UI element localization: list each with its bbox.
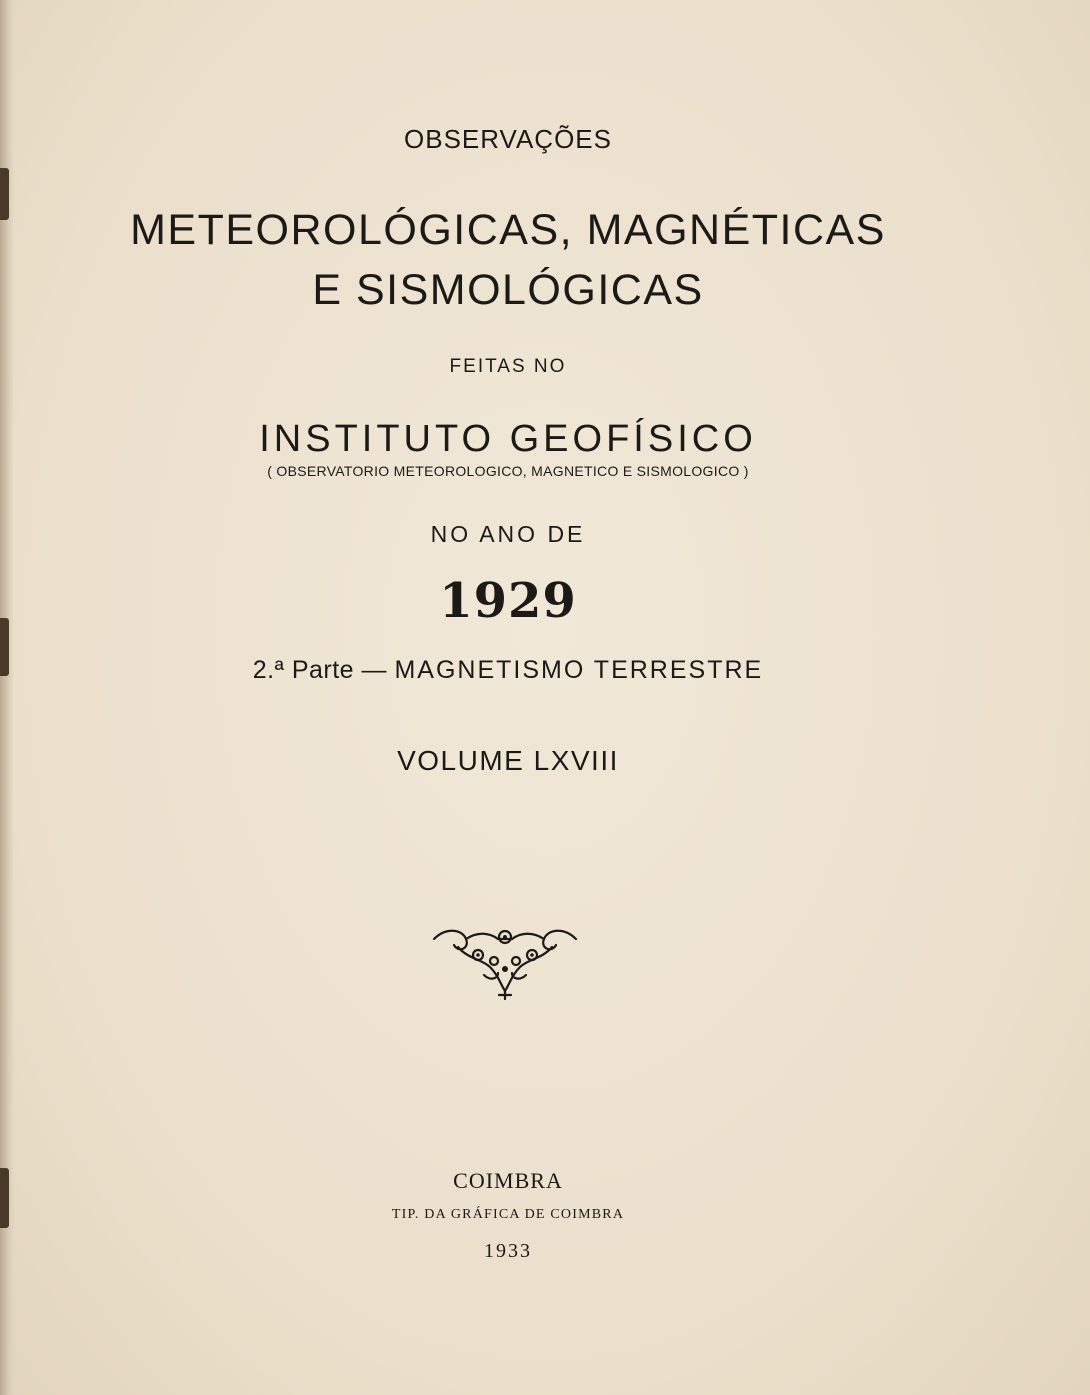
observatory-subtitle: ( OBSERVATORIO METEOROLOGICO, MAGNETICO E SISMOLOGICO ) xyxy=(267,463,749,479)
ornament-icon xyxy=(428,925,582,1001)
feitas-no-label: FEITAS NO xyxy=(449,356,567,377)
institute-name: INSTITUTO GEOFÍSICO xyxy=(259,418,757,460)
volume-label: VOLUME LXVIII xyxy=(397,745,619,776)
observation-year: 1929 xyxy=(439,573,577,629)
part-subject: MAGNETISMO TERRESTRE xyxy=(394,656,764,684)
no-ano-de-label: NO ANO DE xyxy=(430,521,586,547)
imprint-printer: TIP. DA GRÁFICA DE COIMBRA xyxy=(391,1207,625,1222)
imprint-year: 1933 xyxy=(484,1240,532,1262)
part-line xyxy=(0,656,1016,685)
imprint-city: COIMBRA xyxy=(453,1168,563,1193)
observacoes-heading: OBSERVAÇÕES xyxy=(404,124,612,154)
main-title-line-1: METEOROLÓGICAS, MAGNÉTICAS xyxy=(130,206,886,254)
main-title-line-2: E SISMOLÓGICAS xyxy=(312,266,704,314)
part-number: 2.ª Parte — xyxy=(252,656,388,684)
